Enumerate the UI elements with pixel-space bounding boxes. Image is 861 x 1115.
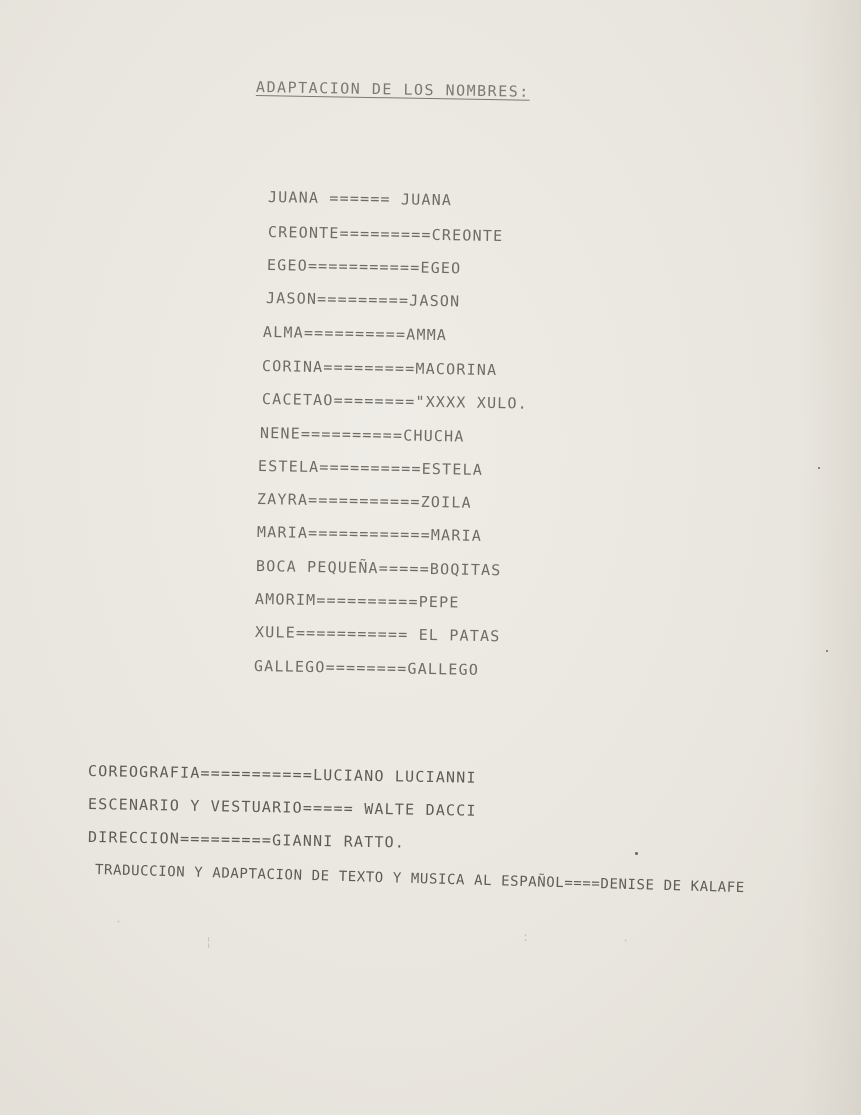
name-mapping-line: ALMA==========AMMA [262, 323, 448, 345]
name-mapping-line: ESTELA==========ESTELA [257, 457, 484, 479]
ink-speck [635, 852, 638, 855]
ink-speck [826, 650, 828, 652]
name-mapping-line: GALLEGO========GALLEGO [253, 657, 480, 679]
name-mapping-line: JUANA ====== JUANA [267, 188, 453, 210]
name-mapping-line: JASON=========JASON [265, 289, 461, 311]
page-title: ADAPTACION DE LOS NOMBRES: [255, 78, 530, 101]
faint-ghost-mark: · [115, 915, 123, 929]
name-mapping-line: BOCA PEQUEÑA=====BOQITAS [255, 557, 502, 580]
faint-ghost-mark: · [622, 934, 630, 948]
credit-line: ESCENARIO Y VESTUARIO===== WALTE DACCI [87, 795, 477, 820]
name-mapping-line: MARIA============MARIA [256, 523, 483, 545]
name-mapping-line: CREONTE=========CREONTE [267, 223, 504, 246]
name-mapping-line: NENE==========CHUCHA [259, 424, 465, 446]
name-mapping-line: XULE=========== EL PATAS [254, 623, 501, 646]
credit-line: TRADUCCION Y ADAPTACION DE TEXTO Y MUSICA AL ESPAÑOL====DENISE DE KALAFE [94, 862, 746, 897]
page-edge-shadow [801, 0, 861, 1115]
credit-line: COREOGRAFIA===========LUCIANO LUCIANNI [87, 762, 477, 787]
name-mapping-line: AMORIM==========PEPE [254, 590, 460, 612]
name-mapping-line: ZAYRA===========ZOILA [256, 490, 472, 512]
credit-line: DIRECCION=========GIANNI RATTO. [87, 828, 406, 852]
name-mapping-line: CORINA=========MACORINA [261, 357, 498, 380]
faint-ghost-mark: ¦ [205, 935, 213, 949]
ink-speck [818, 467, 820, 469]
faint-ghost-mark: : [522, 930, 530, 944]
name-mapping-line: EGEO===========EGEO [266, 256, 462, 278]
name-mapping-line: CACETAO========"XXXX XULO. [261, 390, 529, 413]
